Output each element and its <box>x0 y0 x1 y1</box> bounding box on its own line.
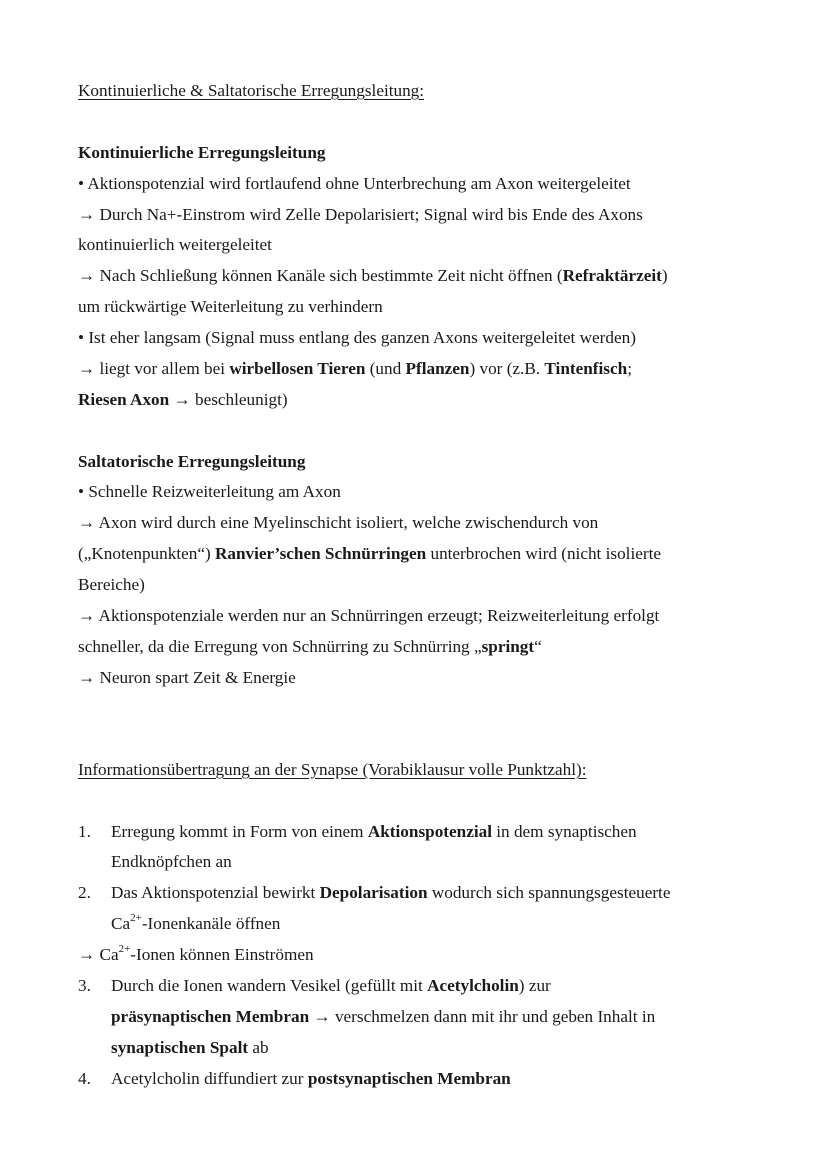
text-line: schneller, da die Erregung von Schnürring zu Schnürring „springt“ <box>78 637 542 656</box>
heading-saltatorische: Saltatorische Erregungsleitung <box>78 452 306 471</box>
term-synaptischer-spalt: synaptischen Spalt <box>111 1038 249 1057</box>
text-line: • Ist eher langsam (Signal muss entlang des ganzen Axons weitergeleitet werden) <box>78 328 636 347</box>
list-item: Durch die Ionen wandern Vesikel (gefüllt mit Acetylcholin) zur <box>111 976 551 995</box>
text-line: → Nach Schließung können Kanäle sich bestimmte Zeit nicht öffnen (Refraktärzeit) <box>78 266 668 285</box>
list-number: 3. <box>78 976 91 995</box>
list-number: 4. <box>78 1069 91 1088</box>
list-item-cont: Endknöpfchen an <box>111 852 232 871</box>
term-wirbellose-tiere: wirbellosen Tieren <box>229 359 366 378</box>
text-line: → liegt vor allem bei wirbellosen Tieren (und Pflanzen) vor (z.B. Tintenfisch; <box>78 359 632 378</box>
text-line: („Knotenpunkten“) Ranvier’schen Schnürringen unterbrochen wird (nicht isolierte <box>78 544 661 563</box>
list-item: Acetylcholin diffundiert zur postsynaptischen Membran <box>111 1069 511 1088</box>
term-depolarisation: Depolarisation <box>319 883 428 902</box>
list-item: Das Aktionspotenzial bewirkt Depolarisation wodurch sich spannungsgesteuerte <box>111 883 671 902</box>
text-line: → Aktionspotenziale werden nur an Schnürringen erzeugt; Reizweiterleitung erfolgt <box>78 606 660 625</box>
text-line: → $Ca^{2+}$-Ionen können Einströmen <box>78 943 314 964</box>
text-line: • Schnelle Reizweiterleitung am Axon <box>78 482 341 501</box>
list-item: Erregung kommt in Form von einem Aktionspotenzial in dem synaptischen <box>111 822 637 841</box>
term-refraktaerzeit: Refraktärzeit <box>562 266 662 285</box>
term-pflanzen: Pflanzen <box>405 359 470 378</box>
text-line: Bereiche) <box>78 575 145 594</box>
text-line: → Durch Na+-Einstrom wird Zelle Depolarisiert; Signal wird bis Ende des Axons <box>78 205 643 224</box>
term-tintenfisch: Tintenfisch <box>544 359 628 378</box>
list-item-cont: $Ca^{2+}$-Ionenkanäle öffnen <box>111 912 281 933</box>
section-title-synapse: Informationsübertragung an der Synapse (Vorabiklausur volle Punktzahl): <box>78 760 587 779</box>
text-line: → Axon wird durch eine Myelinschicht isoliert, welche zwischendurch von <box>78 513 599 532</box>
text-line: • Aktionspotenzial wird fortlaufend ohne Unterbrechung am Axon weitergeleitet <box>78 174 631 193</box>
term-aktionspotenzial: Aktionspotenzial <box>367 822 492 841</box>
text-line: um rückwärtige Weiterleitung zu verhindern <box>78 297 383 316</box>
text-line: kontinuierlich weitergeleitet <box>78 235 272 254</box>
heading-kontinuierliche: Kontinuierliche Erregungsleitung <box>78 143 326 162</box>
list-item-cont: präsynaptischen Membran → verschmelzen dann mit ihr und geben Inhalt in <box>111 1007 656 1026</box>
term-postsynaptische-membran: postsynaptischen Membran <box>307 1069 511 1088</box>
list-number: 2. <box>78 883 91 902</box>
term-ranvier: Ranvier’schen Schnürringen <box>214 544 427 563</box>
text-line: Riesen Axon → beschleunigt) <box>78 390 288 409</box>
term-riesen-axon: Riesen Axon <box>78 390 170 409</box>
term-acetylcholin: Acetylcholin <box>427 976 519 995</box>
term-springt: springt <box>481 637 535 656</box>
section-title-erregungsleitung: Kontinuierliche & Saltatorische Erregungsleitung: <box>78 81 425 100</box>
list-item-cont: synaptischen Spalt ab <box>111 1038 269 1057</box>
list-number: 1. <box>78 822 91 841</box>
term-praesynaptische-membran: präsynaptischen Membran <box>111 1007 310 1026</box>
text-line: → Neuron spart Zeit & Energie <box>78 668 296 687</box>
